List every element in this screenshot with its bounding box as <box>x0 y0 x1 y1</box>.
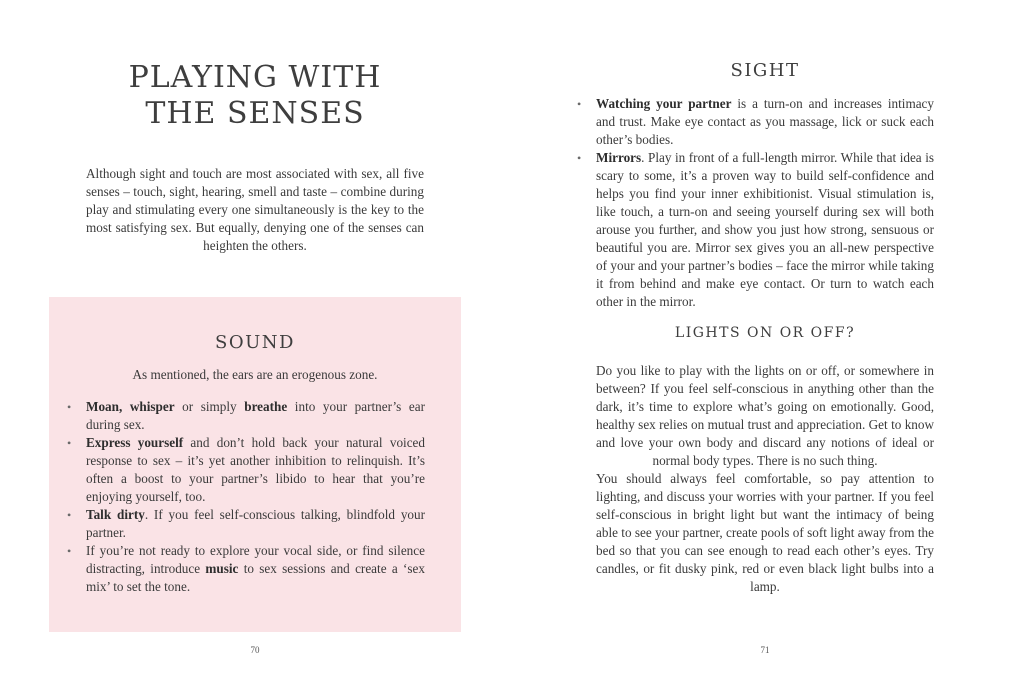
bold-text: breathe <box>244 399 288 414</box>
bold-text: Mirrors <box>596 150 642 165</box>
intro-paragraph: Although sight and touch are most associated with sex, all five senses – touch, sight, hearing, smell and taste – combine during play and stimulating every one simultaneously is the key to the most satisfying sex. But equally, denying one of the senses can heighten the others. <box>86 166 424 253</box>
text: . If you feel self-conscious talking, blindfold your partner. <box>86 507 426 540</box>
list-item <box>86 434 425 506</box>
list-item <box>596 149 934 311</box>
list-item <box>596 95 934 149</box>
sound-lead: As mentioned, the ears are an erogenous zone. <box>132 367 378 382</box>
sight-heading: SIGHT <box>730 60 800 81</box>
lights-paragraph-1: Do you like to play with the lights on or off, or somewhere in between? If you feel self-conscious in anything other than the dark, it’s time to explore what’s going on emotionally. Good, healthy sex relies on mutual trust and appreciation. Get to know and love your own body and discard any notions of ideal or normal body types. There is no such thing. <box>596 363 934 468</box>
page-number: 70 <box>250 645 260 655</box>
sound-heading: SOUND <box>215 332 295 353</box>
text: . Play in front of a full-length mirror. While that idea is scary to some, it’s a proven way to build self-confidence and helps you find your inner exhibitionist. Visual stimulation is, like touch, a turn-on and seeing yourself during sex will both arouse you further, and show you just how strong, sensuous or beautiful you are. Mirror sex gives you an all-new perspective of your and your partner’s bodies – face the mirror while taking it from behind and make eye contact. Or turn to watch each other in the mirror. <box>596 150 934 309</box>
text: or simply <box>174 399 245 414</box>
bold-text: music <box>205 561 239 576</box>
lights-heading: LIGHTS ON OR OFF? <box>674 325 856 341</box>
bold-text: Express yourself <box>86 435 184 450</box>
sound-panel <box>49 297 461 632</box>
page-title <box>80 60 430 132</box>
page-number: 71 <box>760 645 770 655</box>
list-item <box>86 506 425 542</box>
text: is a turn-on and increases intimacy and trust. Make eye contact as you massage, lick or suck each other’s bodies. <box>596 96 934 147</box>
lights-paragraph-2: You should always feel comfortable, so pay attention to lighting, and discuss your worries with your partner. If you feel self-conscious in bright light but want the intimacy of being able to see your partner, create pools of soft light away from the bed so that you can see enough to read each other’s eyes. Try candles, or fit dusky pink, red or even black light bulbs into a lamp. <box>596 471 934 594</box>
page-title-line-2: THE SENSES <box>145 96 365 131</box>
sight-list <box>596 95 934 311</box>
sound-list <box>86 398 425 596</box>
bold-text: Moan, whisper <box>86 399 175 414</box>
text: into your partner’s ear during sex. <box>86 399 425 432</box>
text: and don’t hold back your natural voiced response to sex – it’s yet another inhibition to relinquish. It’s often a boost to your partner’s libido to hear that you’re enjoying yourself, too. <box>86 435 425 504</box>
list-item <box>86 542 425 596</box>
text: If you’re not ready to explore your vocal side, or find silence distracting, introduce <box>86 543 425 576</box>
lights-body <box>596 362 934 596</box>
page-title-line-1: PLAYING WITH <box>128 60 382 95</box>
list-item <box>86 398 425 434</box>
bold-text: Talk dirty <box>86 507 145 522</box>
text: to sex sessions and create a ‘sex mix’ to set the tone. <box>86 561 426 594</box>
right-page <box>510 0 1020 677</box>
bold-text: Watching your partner <box>596 96 732 111</box>
